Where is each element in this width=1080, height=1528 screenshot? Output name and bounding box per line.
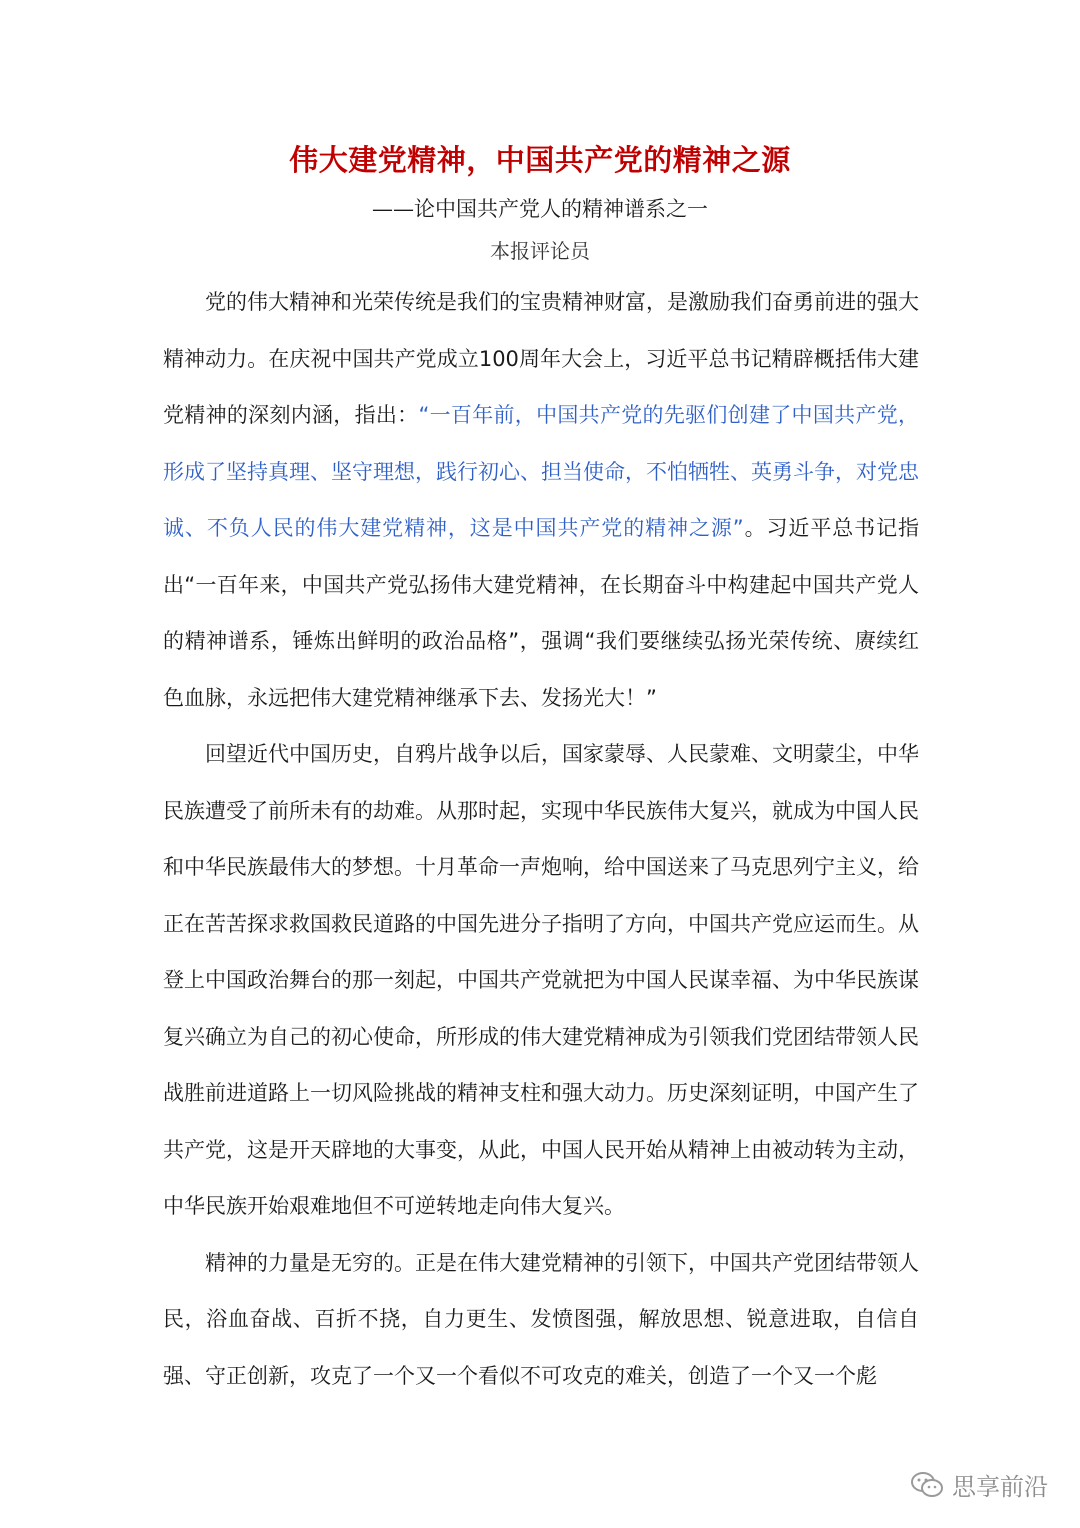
paragraph-1-quote: “一百年前，中国共产党的先驱们创建了中国共产党，形成了坚持真理、坚守理想，践行初心、担当使命，不怕牺牲、英勇斗争，对党忠诚、不负人民的伟大建党精神，这是中国共产党的精神之源”	[163, 403, 919, 540]
article-subtitle: ——论中国共产党人的精神谱系之一	[372, 197, 708, 221]
paragraph-1-text-b: 。习近平总书记指出“一百年来，中国共产党弘扬伟大建党精神，在长期奋斗中构建起中国共产党人的精神谱系，锤炼出鲜明的政治品格”，强调“我们要继续弘扬光荣传统、赓续红色血脉，永远把伟大建党精神继承下去、发扬光大！”	[163, 516, 919, 710]
article-byline: 本报评论员	[490, 239, 590, 263]
article-title: 伟大建党精神，中国共产党的精神之源	[289, 143, 791, 177]
paragraph-3: 精神的力量是无穷的。正是在伟大建党精神的引领下，中国共产党团结带领人民，浴血奋战、百折不挠，自力更生、发愤图强，解放思想、锐意进取，自信自强、守正创新，攻克了一个又一个看似不可攻克的难关，创造了一个又一个彪	[163, 1250, 919, 1388]
watermark	[910, 1467, 1048, 1502]
article-body	[163, 274, 919, 1404]
paragraph-2: 回望近代中国历史，自鸦片战争以后，国家蒙辱、人民蒙难、文明蒙尘，中华民族遭受了前所未有的劫难。从那时起，实现中华民族伟大复兴，就成为中国人民和中华民族最伟大的梦想。十月革命一声炮响，给中国送来了马克思列宁主义，给正在苦苦探求救国救民道路的中国先进分子指明了方向，中国共产党应运而生。从登上中国政治舞台的那一刻起，中国共产党就把为中国人民谋幸福、为中华民族谋复兴确立为自己的初心使命，所形成的伟大建党精神成为引领我们党团结带领人民战胜前进道路上一切风险挑战的精神支柱和强大动力。历史深刻证明，中国产生了共产党，这是开天辟地的大事变，从此，中国人民开始从精神上由被动转为主动，中华民族开始艰难地但不可逆转地走向伟大复兴。	[163, 742, 919, 1218]
paragraph-1-text-a: 党的伟大精神和光荣传统是我们的宝贵精神财富，是激励我们奋勇前进的强大精神动力。在庆祝中国共产党成立100周年大会上，习近平总书记精辟概括伟大建党精神的深刻内涵，指出：	[163, 290, 919, 427]
wechat-icon	[910, 1470, 944, 1500]
watermark-text: 思享前沿	[952, 1473, 1048, 1501]
paragraph-1	[163, 274, 919, 726]
